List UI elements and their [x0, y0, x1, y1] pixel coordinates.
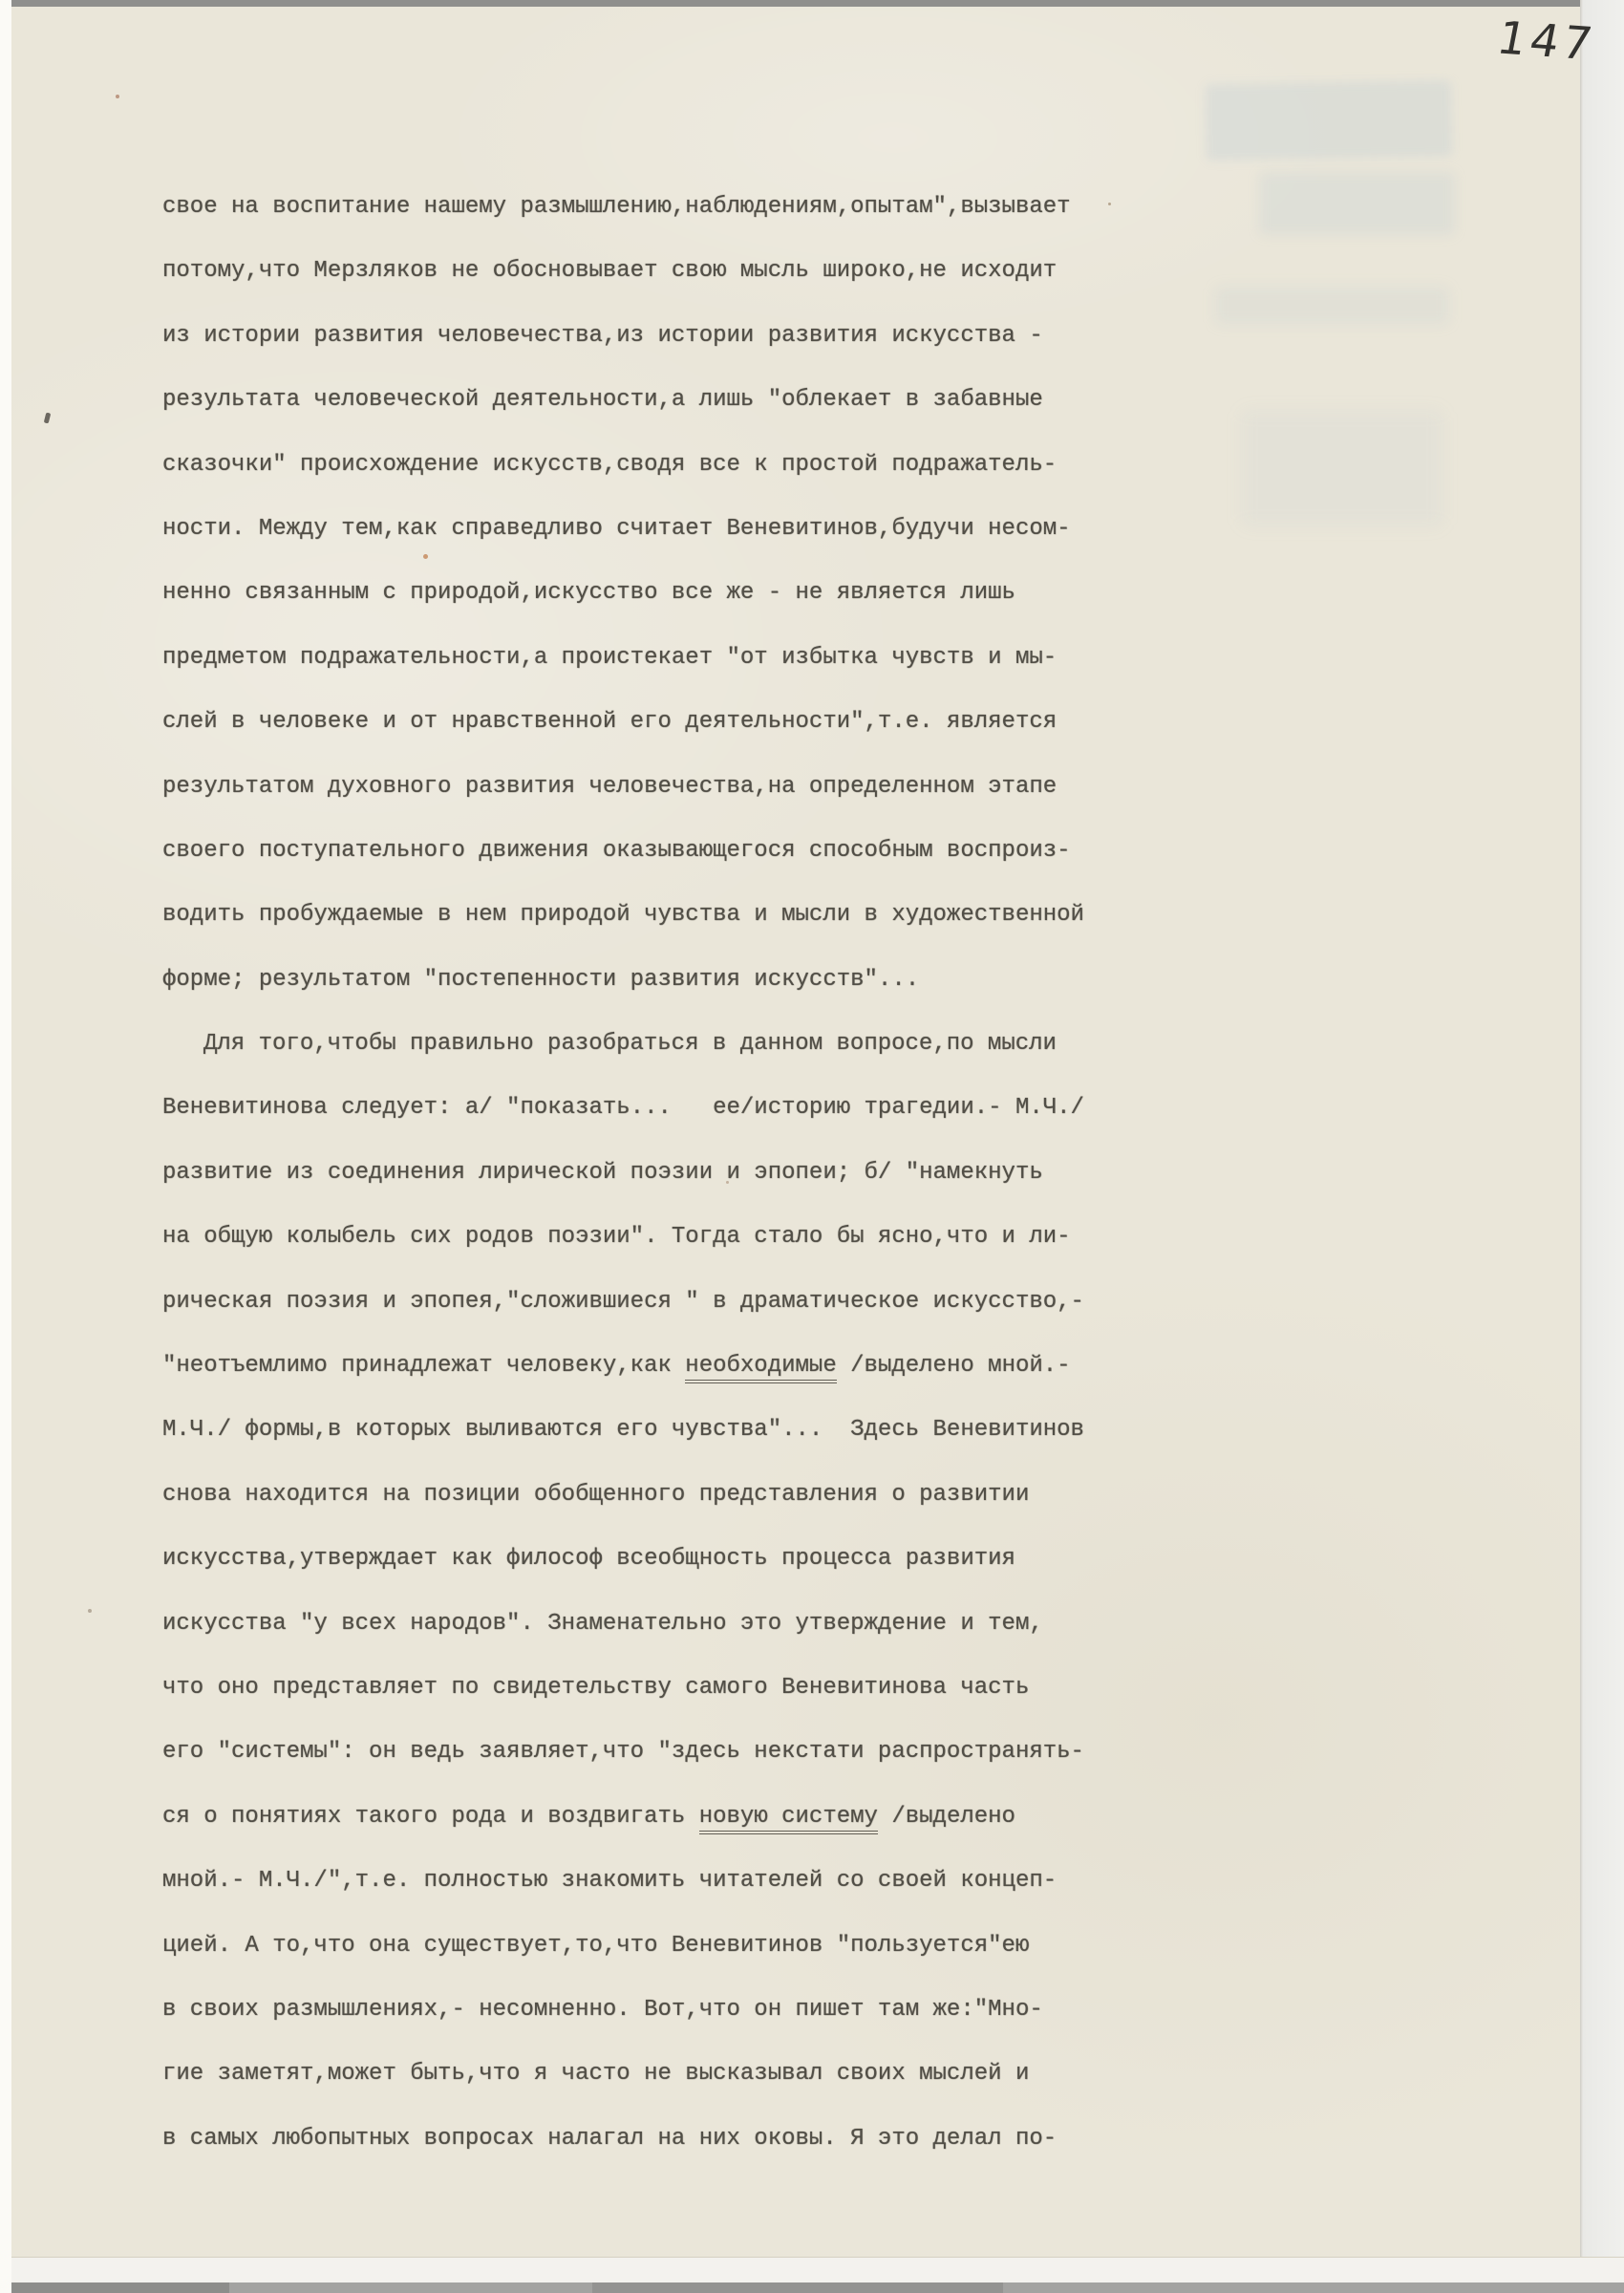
scanner-edge-top — [0, 0, 1624, 7]
text-line — [162, 239, 1347, 303]
text-line — [162, 368, 1347, 432]
text-line — [162, 883, 1347, 947]
text-segment: /выделено — [877, 1803, 1015, 1830]
text-line — [162, 1656, 1347, 1720]
text-line — [162, 1270, 1347, 1334]
text-line — [162, 1978, 1347, 2042]
text-segment: свое на воспитание нашему размышлению,наблюдениям,опытам",вызывает — [162, 194, 1071, 220]
paper-speck — [88, 1609, 92, 1613]
text-line — [162, 1914, 1347, 1978]
paper-speck — [1108, 203, 1111, 205]
scanner-edge-bottom-shade — [592, 2282, 1003, 2293]
text-segment: что оно представляет по свидетельству самого Веневитинова часть — [162, 1674, 1030, 1701]
paper-speck — [726, 1181, 729, 1184]
text-line — [162, 948, 1347, 1012]
text-line — [162, 2107, 1347, 2171]
handwritten-page-number: 147 — [1492, 11, 1600, 72]
text-line — [162, 1141, 1347, 1205]
text-segment: в своих размышлениях,- несомненно. Вот,что он пишет там же:"Мно- — [162, 1996, 1043, 2023]
text-segment: из истории развития человечества,из истории развития искусства - — [162, 322, 1043, 349]
scanner-edge-right — [1580, 0, 1624, 2293]
text-line — [162, 626, 1347, 690]
text-line — [162, 1076, 1347, 1140]
text-line — [162, 2042, 1347, 2106]
text-line — [162, 1398, 1347, 1462]
text-segment: предметом подражательности,а проистекает "от избытка чувств и мы- — [162, 644, 1058, 671]
text-segment: рическая поэзия и эпопея,"сложившиеся " в драматическое искусство,- — [162, 1288, 1084, 1315]
text-line — [162, 755, 1347, 819]
text-line — [162, 561, 1347, 625]
text-line — [162, 1592, 1347, 1656]
text-line — [162, 1527, 1347, 1591]
text-segment: слей в человеке и от нравственной его деятельности",т.е. является — [162, 709, 1058, 736]
text-segment: цией. А то,что она существует,то,что Веневитинов "пользуется"ею — [162, 1932, 1030, 1959]
text-line — [162, 1334, 1347, 1398]
text-line — [162, 819, 1347, 883]
paper-bottom-edge — [0, 2257, 1624, 2283]
ink-bleed-stamp-ghost — [1205, 80, 1452, 161]
text-segment: гие заметят,может быть,что я часто не высказывал своих мыслей и — [162, 2061, 1030, 2088]
text-segment: сказочки" происхождение искусств,сводя все к простой подражатель- — [162, 451, 1058, 478]
text-segment: форме; результатом "постепенности развития искусств"... — [162, 966, 920, 993]
text-line — [162, 1463, 1347, 1527]
text-segment: ся о понятиях такого рода и воздвигать — [162, 1803, 699, 1830]
text-segment: искусства,утверждает как философ всеобщность процесса развития — [162, 1546, 1015, 1573]
scanner-edge-left — [0, 0, 11, 2293]
underlined-text: новую систему — [699, 1804, 878, 1834]
underlined-text: необходимые — [685, 1353, 836, 1383]
text-line — [162, 1012, 1347, 1076]
text-segment: ности. Между тем,как справедливо считает Веневитинов,будучи несом- — [162, 515, 1071, 542]
text-segment: "неотъемлимо принадлежат человеку,как — [162, 1353, 686, 1380]
paper-speck — [116, 95, 119, 98]
text-segment: Для того,чтобы правильно разобраться в данном вопросе,по мысли — [203, 1031, 1057, 1058]
text-line — [162, 1205, 1347, 1269]
text-segment: водить пробуждаемые в нем природой чувства и мысли в художественной — [162, 902, 1084, 929]
text-segment: его "системы": он ведь заявляет,что "здесь некстати распространять- — [162, 1739, 1084, 1766]
text-segment: искусства "у всех народов". Знаменательно это утверждение и тем, — [162, 1610, 1043, 1637]
scanner-edge-bottom-shade — [0, 2282, 229, 2293]
typewritten-text — [162, 175, 1347, 2171]
text-segment: на общую колыбель сих родов поэзии". Тогда стало бы ясно,что и ли- — [162, 1224, 1071, 1251]
paper-speck — [44, 413, 52, 424]
text-segment: в самых любопытных вопросах налагал на них оковы. Я это делал по- — [162, 2125, 1058, 2152]
text-line — [162, 497, 1347, 561]
text-segment: результатом духовного развития человечества,на определенном этапе — [162, 773, 1058, 800]
paper-speck — [423, 554, 428, 559]
text-line — [162, 175, 1347, 239]
text-segment: мной.- М.Ч./",т.е. полностью знакомить читателей со своей концеп- — [162, 1868, 1058, 1895]
text-line — [162, 1785, 1347, 1849]
text-segment: снова находится на позиции обобщенного представления о развитии — [162, 1481, 1030, 1508]
text-segment: /выделено мной.- — [836, 1353, 1071, 1380]
text-line — [162, 1720, 1347, 1784]
text-segment: М.Ч./ формы,в которых выливаются его чувства"... Здесь Веневитинов — [162, 1417, 1084, 1444]
text-segment: своего поступательного движения оказывающегося способным воспроиз- — [162, 837, 1071, 864]
text-segment: потому,что Мерзляков не обосновывает свою мысль широко,не исходит — [162, 258, 1058, 285]
text-segment: ненно связанным с природой,искусство все же - не является лишь — [162, 580, 1015, 607]
text-segment: развитие из соединения лирической поэзии и эпопеи; б/ "намекнуть — [162, 1159, 1043, 1186]
text-line — [162, 433, 1347, 497]
text-line — [162, 304, 1347, 368]
text-segment: результата человеческой деятельности,а лишь "облекает в забавные — [162, 387, 1043, 414]
text-segment: Веневитинова следует: а/ "показать... ее/историю трагедии.- М.Ч./ — [162, 1095, 1084, 1122]
text-line — [162, 1849, 1347, 1913]
text-line — [162, 690, 1347, 754]
